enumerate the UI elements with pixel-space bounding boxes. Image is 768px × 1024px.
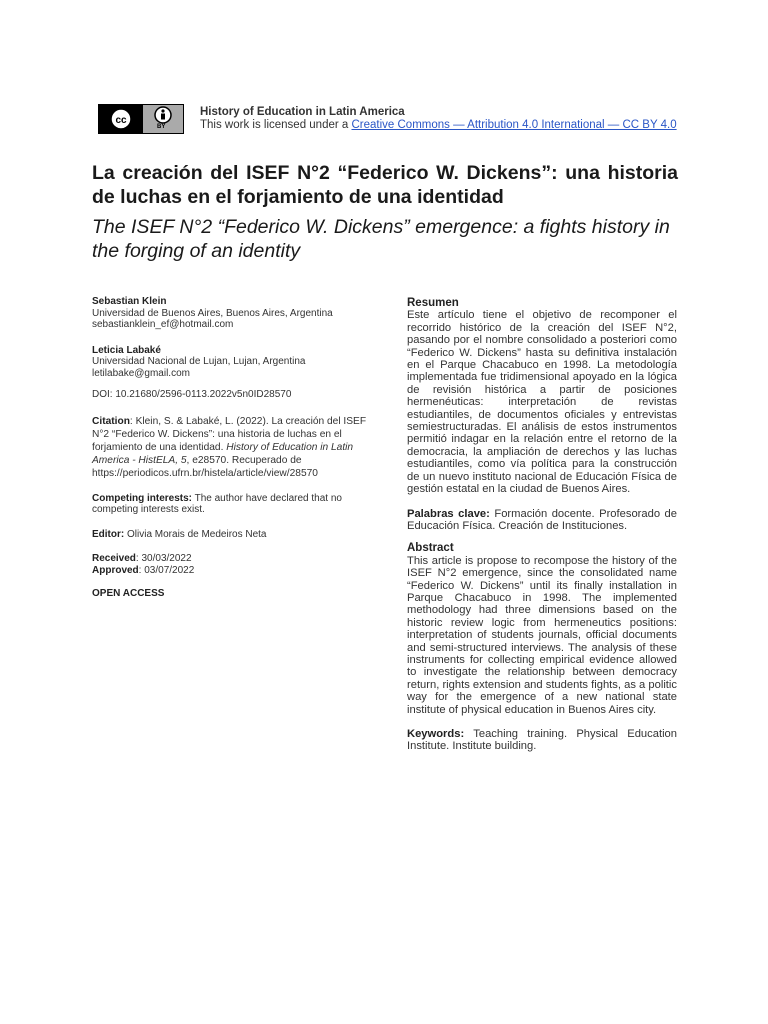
cc-icon (108, 108, 134, 130)
author-name: Leticia Labaké (92, 344, 161, 356)
article-info-column (92, 296, 367, 600)
abstract-section (407, 542, 677, 716)
editor (92, 529, 367, 541)
keywords (407, 728, 677, 753)
competing-text: The author have declared that no competing interests exist. (92, 492, 342, 515)
abstract-heading: Abstract (407, 542, 454, 555)
journal-name: History of Education in Latin America (200, 106, 405, 118)
citation (92, 415, 367, 480)
author-email[interactable]: letilabake@gmail.com (92, 367, 190, 379)
received-label: Received (92, 553, 136, 564)
palabras-label: Palabras clave: (407, 507, 490, 520)
editor-label: Editor: (92, 528, 125, 540)
attribution-person-icon (153, 106, 173, 124)
keywords-text: Teaching training. Physical Education Institute. Institute building. (407, 728, 677, 753)
author-block (92, 296, 367, 331)
author-affiliation: Universidad Nacional de Lujan, Lujan, Argentina (92, 356, 306, 367)
competing-interests (92, 493, 367, 516)
abstract-text: This article is propose to recompose the history of the ISEF N°2 emergence, since the consolidated name “Federico W. Dickens” until its finally installation in Parque Chacabuco in 1998. The implemented methodology had three dimensions based on the historic review logic from hermeneutics positions: interpretation of students journals, official documents and semi-structured interviews. The analysis of these instruments for collecting empirical evidence allowed to investigate the relationship between democracy return, rights extension and students fights, as a politic way for the emergence of a new national state institute of physical education in Buenos Aires city. (407, 554, 677, 716)
doi-value: : 10.21680/2596-0113.2022v5n0ID28570 (109, 389, 292, 400)
approved-value: : 03/07/2022 (138, 564, 195, 576)
abstract-column (407, 297, 677, 765)
received-value: : 30/03/2022 (135, 553, 192, 564)
competing-label: Competing interests: (92, 492, 193, 504)
resumen-text: Este artículo tiene el objetivo de recomponer el recorrido histórico de la creación del ISEF N°2, pasando por el nombre consolidado a posteriori como “Federico W. Dickens” hasta su definitiva instalación en el Parque Chacabuco en 1998. La metodología implementada fue tridimensional apoyado en la lógica de revisión histórica a partir de posiciones hermenéuticas: interpretación de revistas estudiantiles, de documentos oficiales y entrevistas semiestructuradas. El análisis de estos instrumentos permitió indagar en la relación entre el retorno de la democracia, la ampliación de derechos y las luchas estudiantiles, como vía política para la construcción de un nuevo instituto nacional de Educación Física de gestión estatal en la ciudad de Buenos Aires. (407, 309, 677, 496)
resumen-section (407, 297, 677, 496)
doi[interactable] (92, 389, 367, 401)
title-english: The ISEF N°2 “Federico W. Dickens” emergence: a fights history in the forging of an identity (92, 216, 670, 262)
palabras-text: Formación docente. Profesorado de Educación Física. Creación de Instituciones. (407, 507, 678, 532)
citation-journal: History of Education in Latin America - HistELA, 5 (92, 441, 354, 466)
author-email[interactable]: sebastianklein_ef@hotmail.com (92, 319, 234, 330)
license-link[interactable]: Creative Commons — Attribution 4.0 International — CC BY 4.0 (351, 119, 677, 131)
svg-text:cc: cc (115, 115, 127, 126)
cc-by-badge[interactable] (98, 104, 184, 134)
approved-label: Approved (92, 564, 139, 576)
approved-date (92, 565, 367, 577)
doi-label: DOI (92, 389, 110, 400)
received-date (92, 553, 367, 565)
author-name: Sebastian Klein (92, 296, 167, 307)
open-access-label: OPEN ACCESS (92, 588, 165, 599)
title-spanish: La creación del ISEF N°2 “Federico W. Dickens”: una historia de luchas en el forjamiento de una identidad (92, 162, 678, 208)
palabras-clave (407, 508, 677, 533)
license-line (200, 119, 677, 131)
resumen-heading: Resumen (407, 297, 459, 309)
license-header (98, 104, 698, 136)
citation-label: Citation (92, 415, 130, 427)
author-block (92, 345, 367, 380)
editor-name: Olivia Morais de Medeiros Neta (124, 528, 267, 540)
cc-by-label: BY (157, 124, 166, 130)
author-affiliation: Universidad de Buenos Aires, Buenos Aires, Argentina (92, 307, 333, 319)
license-prefix: This work is licensed under a (200, 119, 352, 131)
citation-url[interactable]: , e28570. Recuperado de https://periodicos.ufrn.br/histela/article/view/28570 (92, 454, 318, 479)
citation-text: : Klein, S. & Labaké, L. (2022). La creación del ISEF N°2 “Federico W. Dickens”: una historia de luchas en el forjamiento de una identidad. (92, 415, 367, 453)
keywords-label: Keywords: (407, 728, 465, 740)
